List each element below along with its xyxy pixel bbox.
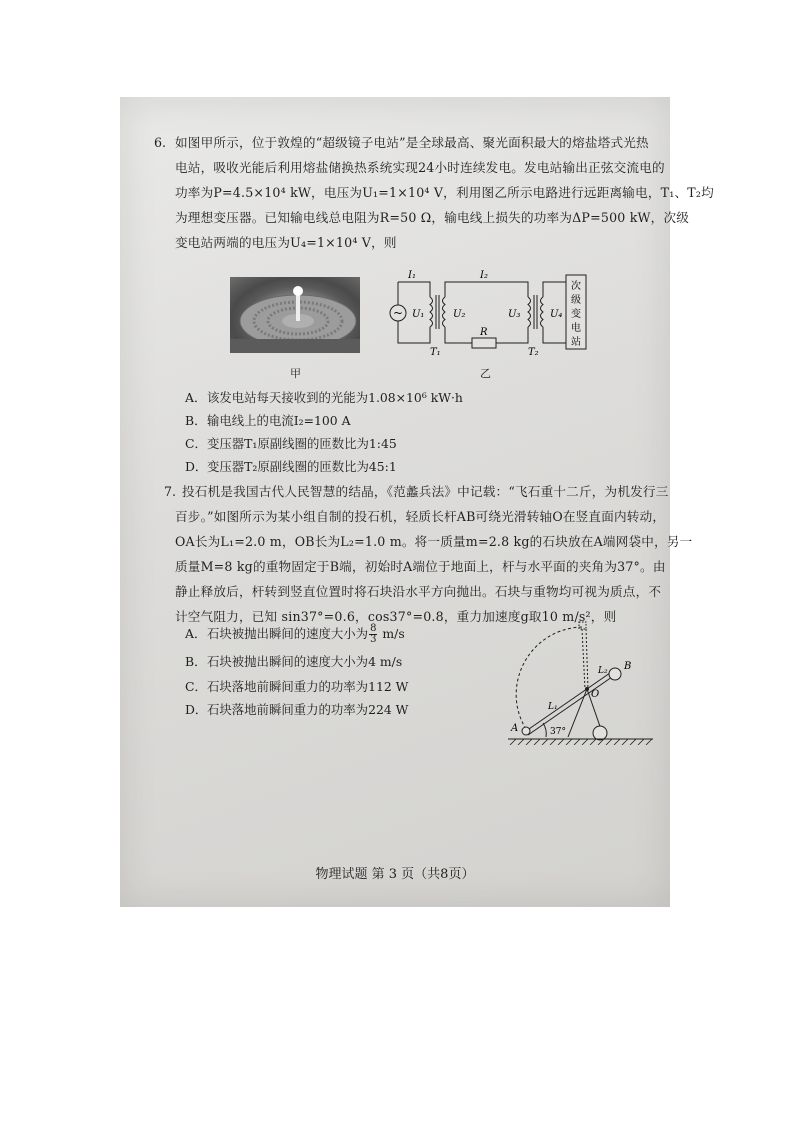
- q7-line-4: 质量M=8 kg的重物固定于B端，初始时A端位于地面上，杆与水平面的夹角为37°。由: [175, 559, 666, 574]
- q7-option-b: [185, 654, 402, 670]
- q7-option-c-label: C．: [185, 679, 207, 694]
- label-R: R: [480, 327, 488, 338]
- station-char-3: 变: [571, 309, 581, 320]
- q7-option-a-unit: m/s: [378, 626, 405, 641]
- q6-option-a-text: 该发电站每天接收到的光能为1.08×10⁶ kW·h: [207, 390, 463, 405]
- fraction-denominator: 3: [370, 634, 377, 645]
- label-I1: I₁: [408, 270, 416, 281]
- station-char-4: 电: [571, 323, 581, 334]
- label-T1: T₁: [430, 347, 441, 358]
- q7-line-1: 投石机是我国古代人民智慧的结晶，《范蠡兵法》中记载：“飞石重十二斤，为机发行三: [182, 484, 669, 499]
- station-char-2: 级: [571, 295, 581, 306]
- label-I2: I₂: [480, 270, 488, 281]
- q7-line-2: 百步。”如图所示为某小组自制的投石机，轻质长杆AB可绕光滑转轴O在竖直面内转动，: [175, 509, 666, 524]
- station-char-1: 次: [571, 281, 581, 292]
- label-angle: 37°: [550, 727, 566, 737]
- label-B: B: [624, 661, 632, 672]
- label-U2: U₂: [453, 309, 466, 320]
- q6-option-c-label: C．: [185, 436, 207, 451]
- label-U3: U₃: [508, 309, 521, 320]
- q7-line-6: 计空气阻力，已知 sin37°=0.6，cos37°=0.8，重力加速度g取10 m/s²，则: [175, 609, 617, 624]
- q7-line-5: 静止释放后，杆转到竖直位置时将石块沿水平方向抛出。石块与重物均可视为质点，不: [175, 584, 662, 599]
- q6-line-3: 功率为P=4.5×10⁴ kW，电压为U₁=1×10⁴ V，利用图乙所示电路进行远距离输电，T₁、T₂均: [175, 185, 714, 200]
- label-U4: U₄: [550, 309, 563, 320]
- label-L1: L₁: [548, 702, 558, 712]
- exam-page: [120, 97, 714, 907]
- q6-option-d-label: D．: [185, 459, 208, 474]
- label-L2: L₂: [598, 666, 608, 676]
- q6-option-a: [185, 390, 463, 406]
- transmission-circuit: [368, 267, 593, 362]
- q6-option-b-text: 输电线上的电流I₂=100 A: [207, 413, 351, 428]
- figure-caption-jia: 甲: [290, 367, 301, 380]
- solar-plant-photo: [230, 277, 360, 353]
- q6-option-a-label: A．: [185, 390, 207, 405]
- q6-option-d-text: 变压器T₂原副线圈的匝数比为45:1: [207, 459, 397, 474]
- label-U1: U₁: [412, 309, 425, 320]
- q7-option-d: [185, 702, 408, 718]
- q7-option-d-text: 石块落地前瞬间重力的功率为224 W: [207, 702, 409, 717]
- q6-option-b-label: B．: [185, 413, 207, 428]
- q6-line-4: 为理想变压器。已知输电线总电阻为R=50 Ω，输电线上损失的功率为ΔP=500 kW，次级: [175, 210, 690, 225]
- page-footer: 物理试题 第 3 页（共8页）: [315, 867, 475, 882]
- figure-caption-yi: 乙: [480, 367, 491, 380]
- q7-option-c: [185, 679, 408, 695]
- q7-line-3: OA长为L₁=2.0 m，OB长为L₂=1.0 m。将一质量m=2.8 kg的石块放在A端网袋中，另一: [175, 534, 693, 549]
- q7-option-c-text: 石块落地前瞬间重力的功率为112 W: [207, 679, 409, 694]
- fraction-numerator: 8: [370, 623, 377, 634]
- label-A: A: [511, 723, 519, 734]
- label-O: O: [591, 689, 600, 700]
- q6-option-b: [185, 413, 351, 429]
- q7-option-a-fraction: [369, 624, 377, 645]
- q6-option-c: [185, 436, 397, 452]
- source-symbol: ~: [393, 306, 404, 320]
- trebuchet-figure: [508, 617, 653, 745]
- q6-line-1: 如图甲所示，位于敦煌的“超级镜子电站”是全球最高、聚光面积最大的熔盐塔式光热: [175, 135, 649, 150]
- q6-option-d: [185, 459, 397, 475]
- station-char-5: 站: [571, 337, 581, 348]
- q6-line-2: 电站，吸收光能后利用熔盐储换热系统实现24小时连续发电。发电站输出正弦交流电的: [175, 160, 665, 175]
- q7-option-a: [185, 620, 405, 648]
- q7-option-b-label: B．: [185, 654, 207, 669]
- q7-option-a-text: 石块被抛出瞬间的速度大小为: [207, 626, 369, 641]
- label-T2: T₂: [528, 347, 539, 358]
- q6-number: 6.: [154, 135, 167, 150]
- q7-option-d-label: D．: [185, 702, 208, 717]
- q7-option-b-text: 石块被抛出瞬间的速度大小为4 m/s: [207, 654, 403, 669]
- q6-option-c-text: 变压器T₁原副线圈的匝数比为1:45: [207, 436, 397, 451]
- q7-option-a-label: A．: [185, 626, 207, 641]
- q7-number: 7.: [164, 484, 177, 499]
- q6-line-5: 变电站两端的电压为U₄=1×10⁴ V，则: [175, 235, 397, 250]
